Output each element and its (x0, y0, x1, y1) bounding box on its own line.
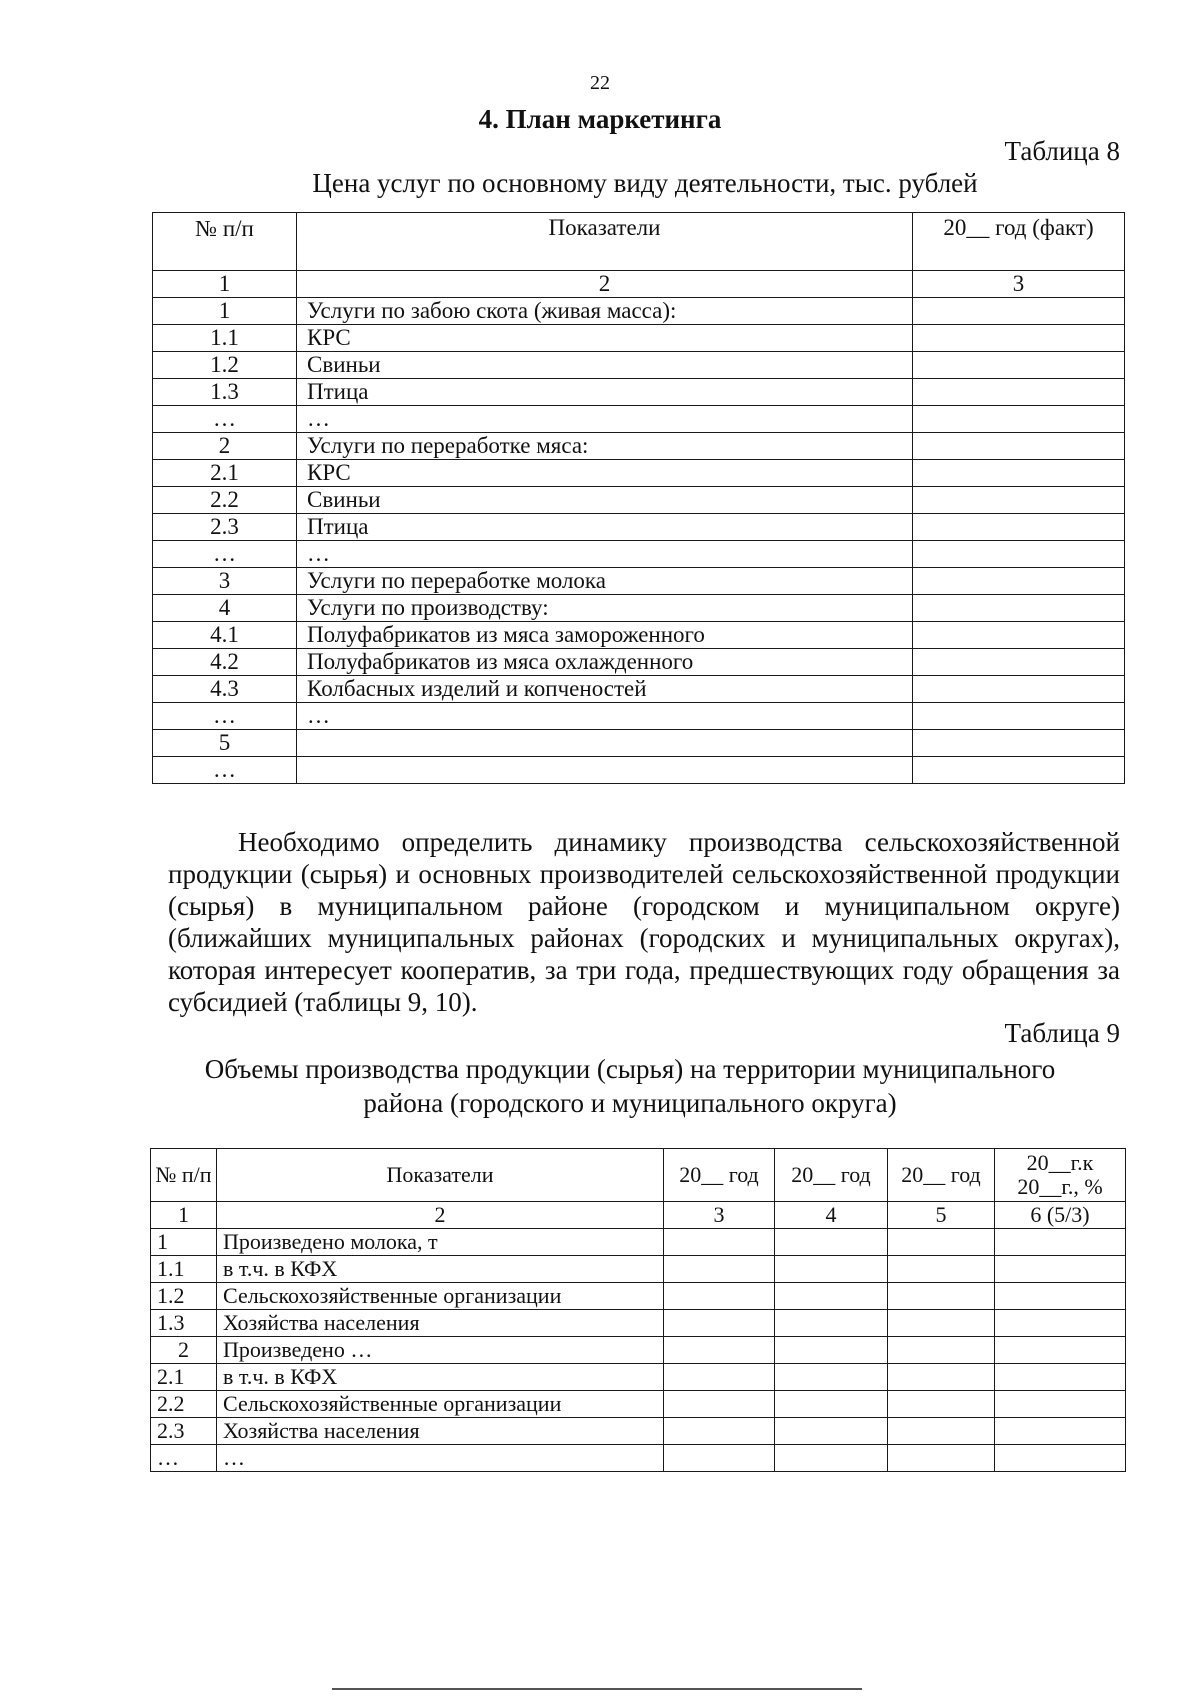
table9-cell-value (888, 1283, 995, 1310)
table8-cell-value (913, 622, 1125, 649)
table8-cell-value (913, 595, 1125, 622)
page-number: 22 (590, 72, 610, 94)
table9-cell-value (775, 1337, 888, 1364)
table9-colnum: 2 (217, 1202, 664, 1229)
table8-cell-label: Колбасных изделий и копченостей (297, 676, 913, 703)
table9-cell-num: 2 (151, 1337, 217, 1364)
table8-cell-label: КРС (297, 460, 913, 487)
table9-colnum: 5 (888, 1202, 995, 1229)
table9-cell-label: Хозяйства населения (217, 1310, 664, 1337)
footer-divider (332, 1688, 862, 1690)
section-title: 4. План маркетинга (478, 104, 722, 134)
body-paragraph (168, 826, 1120, 1018)
table9-row (151, 1256, 1126, 1283)
table8-cell-label (297, 730, 913, 757)
table8-cell-label: КРС (297, 325, 913, 352)
table8-row (153, 676, 1125, 703)
table9-colnum: 4 (775, 1202, 888, 1229)
table8-cell-value (913, 703, 1125, 730)
table8-cell-label: Полуфабрикатов из мяса замороженного (297, 622, 913, 649)
table8-cell-num: 2 (153, 433, 297, 460)
table8-row (153, 649, 1125, 676)
table9-cell-value (888, 1445, 995, 1472)
table8-cell-num: 4.1 (153, 622, 297, 649)
table9-header-year1: 20__ год (664, 1149, 775, 1202)
table8-cell-value (913, 325, 1125, 352)
table8-row (153, 703, 1125, 730)
table9-cell-num: 1.2 (151, 1283, 217, 1310)
table8-row (153, 433, 1125, 460)
table8-row (153, 757, 1125, 784)
table9-cell-value (775, 1418, 888, 1445)
table9-colnum: 1 (151, 1202, 217, 1229)
table8-cell-num: 2.1 (153, 460, 297, 487)
table9-cell-num: … (151, 1445, 217, 1472)
table9-colnum: 3 (664, 1202, 775, 1229)
table9-header-ratio: 20__г.к 20__г., % (995, 1149, 1126, 1202)
table9-cell-num: 2.2 (151, 1391, 217, 1418)
table9-cell-value (995, 1445, 1126, 1472)
table8-cell-num: … (153, 703, 297, 730)
table9-header-row (151, 1149, 1126, 1202)
table9-cell-value (888, 1337, 995, 1364)
table9-cell-value (664, 1364, 775, 1391)
table9-row (151, 1283, 1126, 1310)
table8-colnum: 2 (297, 271, 913, 298)
table8-cell-num: … (153, 541, 297, 568)
table9-cell-value (888, 1364, 995, 1391)
body-paragraph-text: Необходимо определить динамику производства сельскохозяйственной продукции (сырья) и основных производителей сельскохозяйственной продукции (сырья) в муниципальном районе (городском и муниципальном округе) (ближайших муниципальных районах (городских и муниципальных округах), которая интересует кооператив, за три года, предшествующих году обращения за субсидией (таблицы 9, 10). (168, 827, 1120, 1017)
table8-cell-label: … (297, 541, 913, 568)
table8-row (153, 406, 1125, 433)
table9-header-year2: 20__ год (775, 1149, 888, 1202)
table9-cell-value (775, 1391, 888, 1418)
table8-cell-num: 2.2 (153, 487, 297, 514)
table8 (152, 212, 1125, 784)
table8-cell-num: 2.3 (153, 514, 297, 541)
table9-row (151, 1391, 1126, 1418)
table8-header-indicator: Показатели (297, 213, 913, 271)
table8-row (153, 541, 1125, 568)
table8-row (153, 730, 1125, 757)
table9-header-num: № п/п (151, 1149, 217, 1202)
table8-cell-label: Свиньи (297, 352, 913, 379)
table9-cell-num: 1.3 (151, 1310, 217, 1337)
table8-cell-label (297, 757, 913, 784)
table8-cell-num: 5 (153, 730, 297, 757)
table8-colnum-row (153, 271, 1125, 298)
table9-cell-value (775, 1229, 888, 1256)
table9-cell-value (664, 1418, 775, 1445)
table9-cell-num: 2.3 (151, 1418, 217, 1445)
table9-cell-value (888, 1256, 995, 1283)
table8-cell-label: … (297, 703, 913, 730)
table9-cell-value (775, 1310, 888, 1337)
table8-cell-value (913, 649, 1125, 676)
table8-row (153, 460, 1125, 487)
table9-cell-value (995, 1364, 1126, 1391)
table8-cell-label: Полуфабрикатов из мяса охлажденного (297, 649, 913, 676)
table8-cell-value (913, 298, 1125, 325)
table9-cell-num: 1.1 (151, 1256, 217, 1283)
table9-cell-num: 1 (151, 1229, 217, 1256)
table8-cell-num: 1.1 (153, 325, 297, 352)
table9-cell-value (664, 1256, 775, 1283)
table8-cell-value (913, 406, 1125, 433)
table9-row (151, 1310, 1126, 1337)
table9-cell-label: Сельскохозяйственные организации (217, 1283, 664, 1310)
table9-cell-label: Произведено … (217, 1337, 664, 1364)
table9-cell-value (775, 1364, 888, 1391)
table9-row (151, 1229, 1126, 1256)
table8-cell-label: Услуги по переработке молока (297, 568, 913, 595)
table9-cell-value (775, 1283, 888, 1310)
table9-row (151, 1445, 1126, 1472)
table9-cell-label: Сельскохозяйственные организации (217, 1391, 664, 1418)
table8-cell-value (913, 541, 1125, 568)
table9-cell-value (888, 1391, 995, 1418)
table9-cell-value (888, 1229, 995, 1256)
table8-row (153, 352, 1125, 379)
table9-label: Таблица 9 (1004, 1018, 1120, 1048)
table9-cell-label: в т.ч. в КФХ (217, 1256, 664, 1283)
table9-cell-label: Произведено молока, т (217, 1229, 664, 1256)
table8-cell-num: … (153, 406, 297, 433)
table8-row (153, 298, 1125, 325)
table8-cell-value (913, 460, 1125, 487)
table9-cell-value (995, 1283, 1126, 1310)
table8-cell-value (913, 433, 1125, 460)
table9-cell-value (995, 1229, 1126, 1256)
table8-cell-value (913, 757, 1125, 784)
table9-colnum-row (151, 1202, 1126, 1229)
table9-cell-value (995, 1337, 1126, 1364)
table8-cell-label: Птица (297, 514, 913, 541)
table9-cell-value (664, 1310, 775, 1337)
table9-colnum: 6 (5/3) (995, 1202, 1126, 1229)
table9-cell-value (664, 1229, 775, 1256)
table8-cell-value (913, 568, 1125, 595)
table9-cell-value (888, 1418, 995, 1445)
table9-cell-num: 2.1 (151, 1364, 217, 1391)
table8-cell-value (913, 676, 1125, 703)
table9-row (151, 1418, 1126, 1445)
table8-cell-num: 4.3 (153, 676, 297, 703)
table8-cell-num: 3 (153, 568, 297, 595)
table8-cell-num: 4 (153, 595, 297, 622)
table9-cell-value (995, 1418, 1126, 1445)
table8-cell-num: 1.2 (153, 352, 297, 379)
table8-row (153, 622, 1125, 649)
table8-row (153, 568, 1125, 595)
table9-cell-label: … (217, 1445, 664, 1472)
table8-cell-label: Услуги по забою скота (живая масса): (297, 298, 913, 325)
table8-cell-label: … (297, 406, 913, 433)
table8-cell-value (913, 487, 1125, 514)
table8-cell-num: 1.3 (153, 379, 297, 406)
table9-cell-value (995, 1391, 1126, 1418)
table9-cell-value (664, 1445, 775, 1472)
table9-cell-label: Хозяйства населения (217, 1418, 664, 1445)
table9-cell-value (664, 1337, 775, 1364)
table8-row (153, 514, 1125, 541)
table8-cell-value (913, 352, 1125, 379)
table9-header-year3: 20__ год (888, 1149, 995, 1202)
table8-row (153, 487, 1125, 514)
table8-row (153, 379, 1125, 406)
table9-cell-value (664, 1283, 775, 1310)
table8-cell-num: 4.2 (153, 649, 297, 676)
table9-row (151, 1364, 1126, 1391)
table8-colnum: 1 (153, 271, 297, 298)
table8-row (153, 325, 1125, 352)
table9-header-indicator: Показатели (217, 1149, 664, 1202)
table8-row (153, 595, 1125, 622)
table9 (150, 1148, 1126, 1472)
table8-cell-label: Свиньи (297, 487, 913, 514)
table8-cell-label: Птица (297, 379, 913, 406)
table8-cell-value (913, 730, 1125, 757)
table9-cell-value (995, 1310, 1126, 1337)
table9-caption: Объемы производства продукции (сырья) на территории муниципального района (городского и муниципального округа) (204, 1054, 1056, 1118)
table8-cell-num: … (153, 757, 297, 784)
table8-header-num: № п/п (153, 213, 297, 271)
table8-cell-num: 1 (153, 298, 297, 325)
table8-cell-value (913, 379, 1125, 406)
table9-cell-label: в т.ч. в КФХ (217, 1364, 664, 1391)
table9-cell-value (775, 1256, 888, 1283)
table8-caption: Цена услуг по основному виду деятельности, тыс. рублей (312, 168, 978, 198)
table8-cell-label: Услуги по производству: (297, 595, 913, 622)
table9-row (151, 1337, 1126, 1364)
table9-cell-value (995, 1256, 1126, 1283)
table9-cell-value (664, 1391, 775, 1418)
table9-cell-value (775, 1445, 888, 1472)
table9-cell-value (888, 1310, 995, 1337)
table8-cell-value (913, 514, 1125, 541)
table8-colnum: 3 (913, 271, 1125, 298)
table8-cell-label: Услуги по переработке мяса: (297, 433, 913, 460)
table8-header-row (153, 213, 1125, 271)
table8-label: Таблица 8 (1004, 136, 1120, 166)
table8-header-year: 20__ год (факт) (913, 213, 1125, 271)
